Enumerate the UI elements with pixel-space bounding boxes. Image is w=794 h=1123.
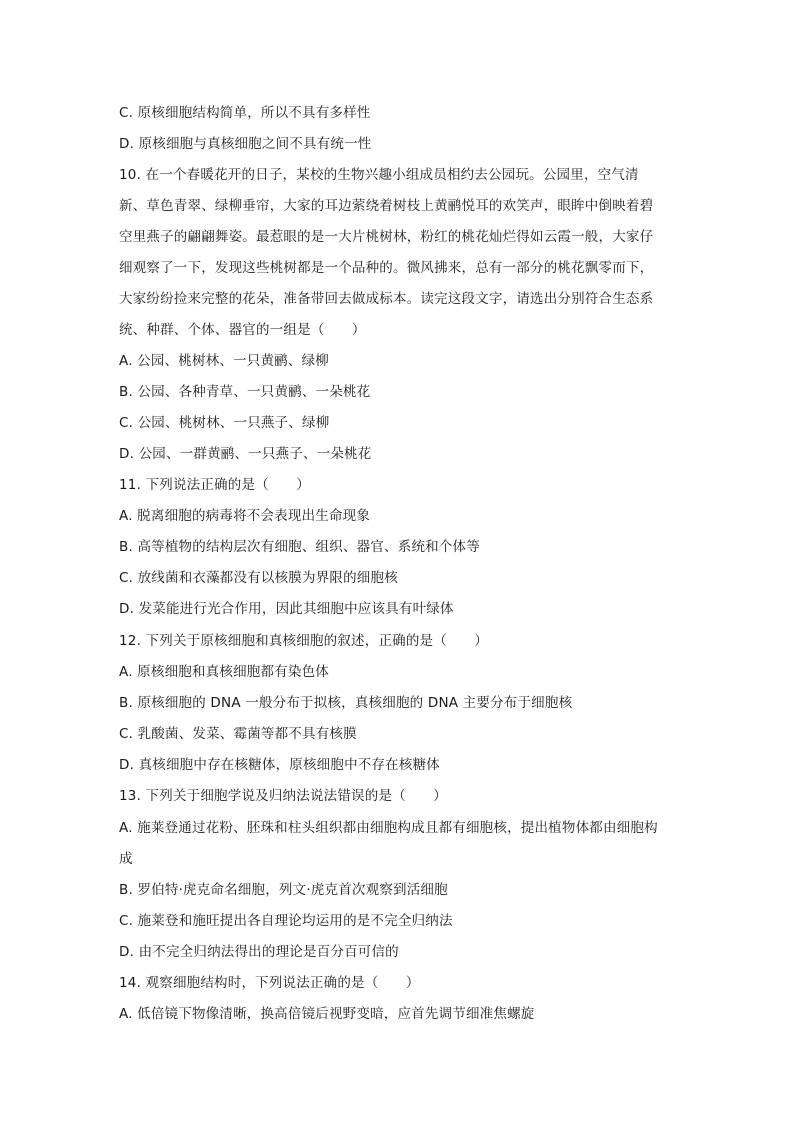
q10-stem-line-2: 新、草色青翠、绿柳垂帘，大家的耳边萦绕着树枝上黄鹂悦耳的欢笑声，眼眸中倒映着碧 bbox=[119, 198, 654, 214]
q14-stem: 14. 观察细胞结构时，下列说法正确的是（ ） bbox=[119, 975, 420, 991]
q10-option-a: A. 公园、桃树林、一只黄鹂、绿柳 bbox=[119, 353, 329, 369]
q10-option-b: B. 公园、各种青草、一只黄鹂、一朵桃花 bbox=[119, 384, 371, 400]
q13-option-b: B. 罗伯特·虎克命名细胞，列文·虎克首次观察到活细胞 bbox=[119, 882, 448, 898]
q9-option-c: C. 原核细胞结构简单，所以不具有多样性 bbox=[119, 105, 371, 121]
q11-option-b: B. 高等植物的结构层次有细胞、组织、器官、系统和个体等 bbox=[119, 539, 480, 555]
q13-option-d: D. 由不完全归纳法得出的理论是百分百可信的 bbox=[119, 944, 399, 960]
q10-stem-line-1: 10. 在一个春暖花开的日子，某校的生物兴趣小组成员相约去公园玩。公园里，空气清 bbox=[119, 167, 639, 183]
q13-option-a-line-2: 成 bbox=[119, 851, 133, 867]
q14-option-a: A. 低倍镜下物像清晰，换高倍镜后视野变暗，应首先调节细准焦螺旋 bbox=[119, 1006, 535, 1022]
q11-option-c: C. 放线菌和衣藻都没有以核膜为界限的细胞核 bbox=[119, 570, 398, 586]
q12-option-b: B. 原核细胞的 DNA 一般分布于拟核，真核细胞的 DNA 主要分布于细胞核 bbox=[119, 695, 573, 711]
q11-option-a: A. 脱离细胞的病毒将不会表现出生命现象 bbox=[119, 508, 371, 524]
q12-option-c: C. 乳酸菌、发菜、霉菌等都不具有核膜 bbox=[119, 726, 357, 742]
q13-option-c: C. 施莱登和施旺提出各自理论均运用的是不完全归纳法 bbox=[119, 913, 453, 929]
q10-option-c: C. 公园、桃树林、一只燕子、绿柳 bbox=[119, 415, 330, 431]
q11-stem: 11. 下列说法正确的是（ ） bbox=[119, 477, 310, 493]
q10-stem-line-6: 统、种群、个体、器官的一组是（ ） bbox=[119, 322, 366, 338]
q10-option-d: D. 公园、一群黄鹂、一只燕子、一朵桃花 bbox=[119, 446, 372, 462]
q9-option-d: D. 原核细胞与真核细胞之间不具有统一性 bbox=[119, 136, 372, 152]
q10-stem-line-3: 空里燕子的翩翩舞姿。最惹眼的是一大片桃树林，粉红的桃花灿烂得如云霞一般，大家仔 bbox=[119, 229, 654, 245]
q13-stem: 13. 下列关于细胞学说及归纳法说法错误的是（ ） bbox=[119, 788, 447, 804]
q12-stem: 12. 下列关于原核细胞和真核细胞的叙述，正确的是（ ） bbox=[119, 633, 489, 649]
q13-option-a-line-1: A. 施莱登通过花粉、胚珠和柱头组织都由细胞构成且都有细胞核，提出植物体都由细胞构 bbox=[119, 820, 658, 836]
q10-stem-line-5: 大家纷纷捡来完整的花朵，准备带回去做成标本。读完这段文字，请选出分别符合生态系 bbox=[119, 291, 654, 307]
q12-option-a: A. 原核细胞和真核细胞都有染色体 bbox=[119, 664, 329, 680]
q11-option-d: D. 发菜能进行光合作用，因此其细胞中应该具有叶绿体 bbox=[119, 601, 454, 617]
q10-stem-line-4: 细观察了一下，发现这些桃树都是一个品种的。微风拂来，总有一部分的桃花飘零而下， bbox=[119, 260, 654, 276]
q12-option-d: D. 真核细胞中存在核糖体，原核细胞中不存在核糖体 bbox=[119, 757, 440, 773]
